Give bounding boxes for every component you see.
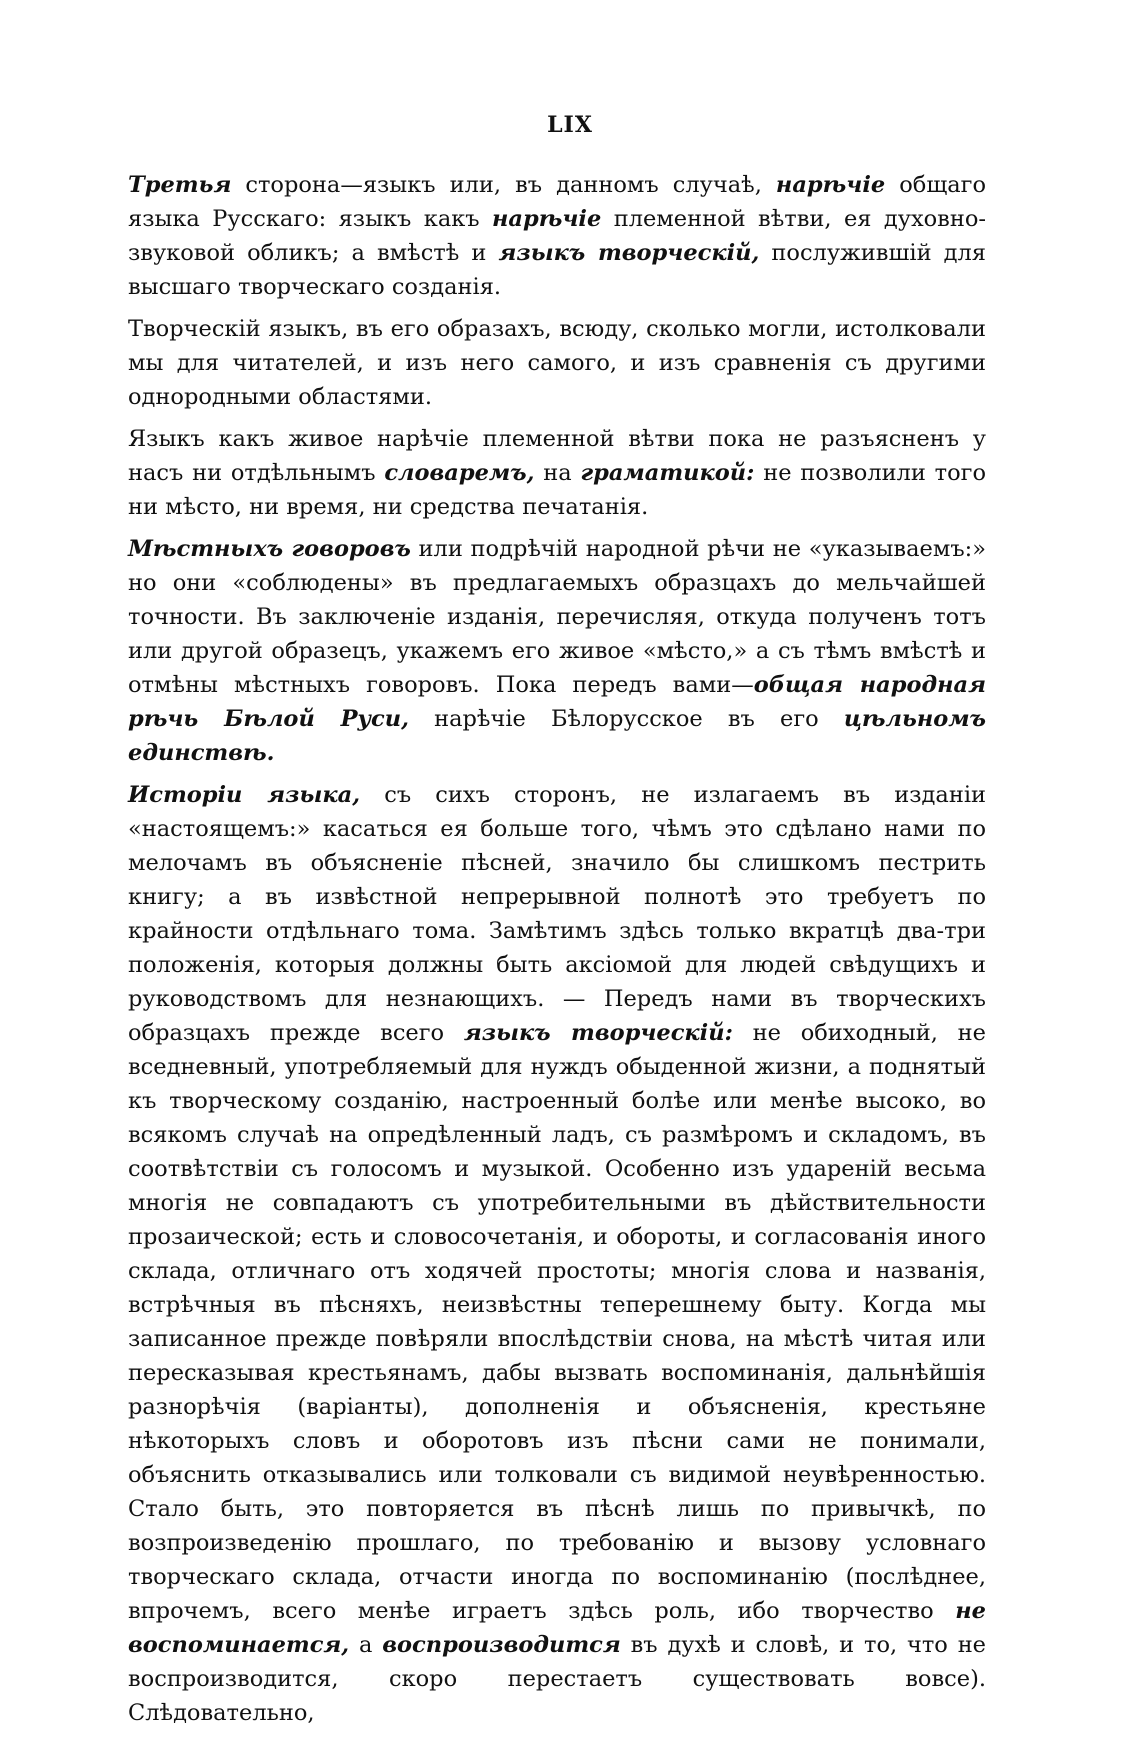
text-run: не позволили того ни мѣсто, ни время, ни средства печатанія. bbox=[128, 460, 987, 520]
emphasized-text: не воспоминается, bbox=[128, 1598, 986, 1658]
emphasized-text: словаремъ, bbox=[384, 460, 535, 486]
text-run: сторона—языкъ или, въ данномъ случаѣ, bbox=[231, 172, 776, 198]
body-text bbox=[128, 168, 986, 1738]
emphasized-text: Исторіи языка, bbox=[128, 782, 361, 808]
text-run: общаго языка Русскаго: языкъ какъ bbox=[128, 172, 986, 232]
paragraph-4 bbox=[128, 532, 986, 770]
emphasized-text: цѣльномъ единствѣ. bbox=[128, 706, 986, 766]
emphasized-text: нарѣчіе bbox=[492, 206, 602, 232]
text-run: Языкъ какъ живое нарѣчіе племенной вѣтви пока не разъясненъ у насъ ни отдѣльнымъ bbox=[128, 426, 986, 486]
text-run: а bbox=[349, 1632, 383, 1658]
paragraph-1 bbox=[128, 168, 986, 304]
text-run: или подрѣчій народной рѣчи не «указываемъ:» но они «соблюдены» въ предлагаемыхъ образцахъ до мельчайшей точности. Въ заключеніе изданія, перечисляя, откуда полученъ тотъ или другой образецъ, укажемъ его живое «мѣсто,» а съ тѣмъ вмѣстѣ и отмѣны мѣстныхъ говоровъ. Пока передъ вами— bbox=[128, 536, 986, 698]
emphasized-text: граматикой: bbox=[580, 460, 755, 486]
text-run: въ духѣ и словѣ, и то, что не воспроизводится, скоро перестаетъ существовать вовсе). Слѣдовательно, bbox=[128, 1632, 987, 1726]
text-run: Творческій языкъ, въ его образахъ, всюду, сколько могли, истолковали мы для читателей, и изъ него самого, и изъ сравненія съ другими однородными областями. bbox=[128, 316, 986, 410]
page-number: LIX bbox=[547, 112, 593, 138]
text-run: нарѣчіе Бѣлорусское въ его bbox=[408, 706, 844, 732]
emphasized-text: языкъ творческій, bbox=[498, 240, 760, 266]
emphasized-text: нарѣчіе bbox=[775, 172, 886, 198]
text-run: племенной вѣтви, ея духовно-звуковой обликъ; а вмѣстѣ и bbox=[128, 206, 986, 266]
text-run: не обиходный, не вседневный, употребляемый для нуждъ обыденной жизни, а поднятый къ творческому созданію, настроенный болѣе или менѣе высоко, во всякомъ случаѣ на опредѣленный ладъ, съ размѣромъ и складомъ, въ соотвѣтствіи съ голосомъ и музыкой. Особенно изъ удареній весьма многія не совпадаютъ съ употребительными въ дѣйствительности прозаической; есть и словосочетанія, и обороты, и согласованія иного склада, отличнаго отъ ходячей простоты; многія слова и названія, встрѣчныя въ пѣсняхъ, неизвѣстны теперешнему быту. Когда мы записанное прежде повѣряли впослѣдствіи снова, на мѣстѣ читая или пересказывая крестьянамъ, дабы вызвать воспоминанія, дальнѣйшія разнорѣчія (варіанты), дополненія и объясненія, крестьяне нѣкоторыхъ словъ и оборотовъ изъ пѣсни сами не понимали, объяснить отказывались или толковали съ видимой неувѣренностью. Стало быть, это повторяется въ пѣснѣ лишь по привычкѣ, по возпроизведенію прошлаго, по требованію и вызову условнаго творческаго склада, отчасти иногда по воспоминанію (послѣднее, впрочемъ, всего менѣе играетъ здѣсь роль, ибо творчество bbox=[128, 1020, 986, 1624]
emphasized-text: общая народная рѣчь Бѣлой Руси, bbox=[128, 672, 986, 732]
emphasized-text: Мѣстныхъ говоровъ bbox=[128, 536, 411, 562]
emphasized-text: языкъ творческій: bbox=[463, 1020, 733, 1046]
text-run: на bbox=[534, 460, 581, 486]
text-run: съ сихъ сторонъ, не излагаемъ въ изданіи «настоящемъ:» касаться ея больше того, чѣмъ это сдѣлано нами по мелочамъ въ объясненіе пѣсней, значило бы слишкомъ пестрить книгу; а въ извѣстной непрерывной полнотѣ это требуетъ по крайности отдѣльнаго тома. Замѣтимъ здѣсь только вкратцѣ два-три положенія, которыя должны быть аксіомой для людей свѣдущихъ и руководствомъ для незнающихъ. — Передъ нами въ творческихъ образцахъ прежде всего bbox=[128, 782, 987, 1046]
emphasized-text: воспроизводится bbox=[382, 1632, 621, 1658]
paragraph-5 bbox=[128, 778, 986, 1730]
paragraph-2 bbox=[128, 312, 986, 414]
emphasized-text: Третья bbox=[128, 172, 232, 198]
text-run: послужившій для высшаго творческаго созданія. bbox=[128, 240, 986, 300]
paragraph-3 bbox=[128, 422, 986, 524]
